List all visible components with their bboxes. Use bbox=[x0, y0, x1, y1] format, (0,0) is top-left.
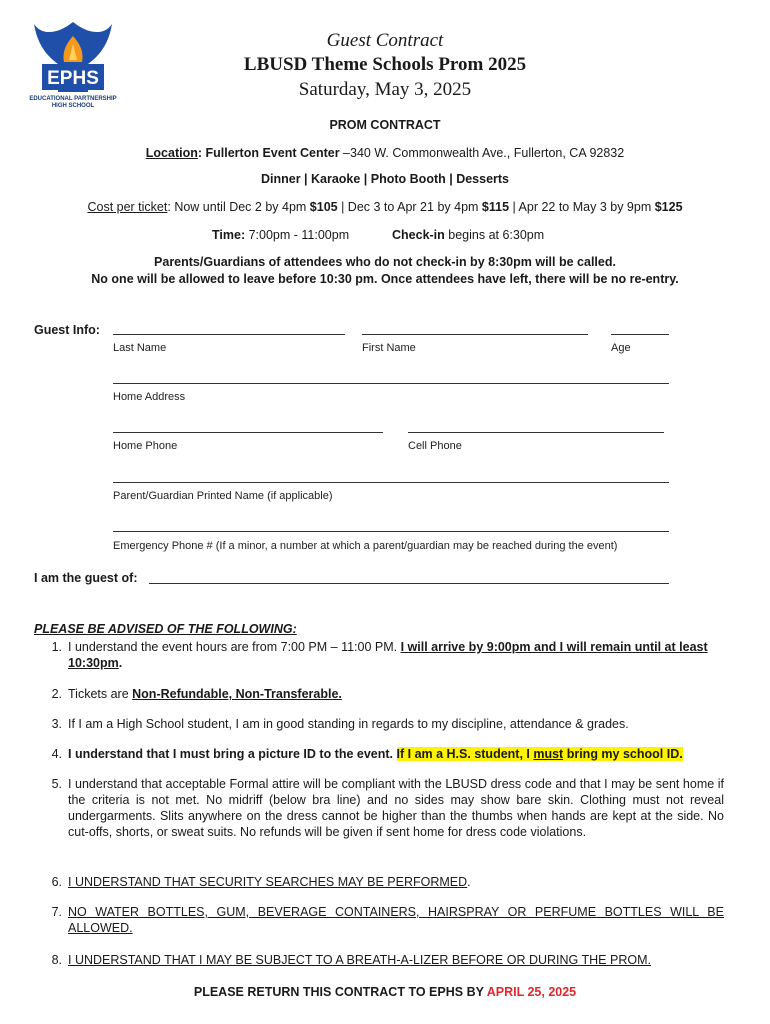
list-item-3 bbox=[44, 716, 726, 734]
checkin-info bbox=[392, 228, 544, 242]
list-item-5 bbox=[44, 776, 726, 860]
cost-price-3: $125 bbox=[654, 200, 683, 214]
checkin-value: begins at 6:30pm bbox=[444, 228, 545, 242]
location-venue: Fullerton Event Center bbox=[205, 146, 340, 160]
emergency-phone-field[interactable] bbox=[113, 531, 669, 532]
cost-label: Cost per ticket bbox=[87, 200, 168, 214]
return-notice-text: PLEASE RETURN THIS CONTRACT TO EPHS BY bbox=[193, 985, 487, 999]
item-text: I understand that I must bring a picture ID to the event. bbox=[68, 747, 397, 761]
guest-info-label: Guest Info: bbox=[34, 323, 100, 337]
item-number: 8. bbox=[51, 953, 62, 967]
item-emphasis: I will arrive by 9:00pm and I will remain until at least 10:30pm bbox=[68, 640, 708, 670]
guest-of-label: I am the guest of: bbox=[34, 571, 138, 585]
home-address-field[interactable] bbox=[113, 383, 669, 384]
item-text: I UNDERSTAND THAT SECURITY SEARCHES MAY BE PERFORMED bbox=[68, 875, 468, 889]
time-value: 7:00pm - 11:00pm bbox=[245, 228, 350, 242]
first-name-label: First Name bbox=[362, 342, 416, 354]
last-name-label: Last Name bbox=[113, 342, 167, 354]
item-text: If I am a High School student, I am in good standing in regards to my discipline, attendance & grades. bbox=[68, 717, 629, 731]
item-text: I understand the event hours are from 7:00 PM – 11:00 PM. bbox=[68, 640, 401, 654]
cell-phone-label: Cell Phone bbox=[408, 440, 462, 452]
location-label: Location bbox=[145, 146, 198, 160]
notice-line-1: Parents/Guardians of attendees who do not check-in by 8:30pm will be called. bbox=[154, 255, 616, 269]
list-item-2 bbox=[44, 686, 726, 704]
notice-line-2: No one will be allowed to leave before 10:30 pm. Once attendees have left, there will be no re-entry. bbox=[91, 272, 679, 286]
cell-phone-field[interactable] bbox=[408, 432, 664, 433]
item-number: 3. bbox=[51, 717, 62, 731]
item-text: NO WATER BOTTLES, GUM, BEVERAGE CONTAINERS, HAIRSPRAY OR PERFUME BOTTLES WILL BE ALLOWED. bbox=[68, 905, 724, 935]
item-number: 6. bbox=[51, 875, 62, 889]
list-item-6 bbox=[44, 874, 726, 892]
activities-line: Dinner | Karaoke | Photo Booth | Desserts bbox=[260, 172, 510, 186]
emergency-phone-label: Emergency Phone # (If a minor, a number at which a parent/guardian may be reached during the event) bbox=[113, 540, 618, 552]
guardian-name-label: Parent/Guardian Printed Name (if applicable) bbox=[113, 490, 333, 502]
list-item-7 bbox=[44, 904, 726, 938]
home-address-label: Home Address bbox=[113, 391, 186, 403]
document-subtitle: Guest Contract bbox=[326, 30, 444, 51]
return-notice bbox=[0, 985, 770, 999]
item-emphasis: Non-Refundable, Non-Transferable. bbox=[132, 687, 342, 701]
logo-caption-line1: EDUCATIONAL PARTNERSHIP bbox=[29, 96, 117, 102]
first-name-field[interactable] bbox=[362, 334, 588, 335]
age-label: Age bbox=[611, 342, 631, 354]
last-name-field[interactable] bbox=[113, 334, 345, 335]
cost-period-1: Now until Dec 2 by 4pm bbox=[170, 200, 310, 214]
list-item-8 bbox=[44, 952, 726, 970]
item-number: 5. bbox=[51, 777, 62, 791]
cost-line: Cost per ticket: Now until Dec 2 by 4pm $105 | Dec 3 to Apr 21 by 4pm $115 | Apr 22 to May 3 by 9pm $125 bbox=[87, 200, 683, 214]
list-item-1 bbox=[44, 639, 726, 673]
home-phone-label: Home Phone bbox=[113, 440, 178, 452]
item-period: . bbox=[118, 656, 123, 670]
time-label: Time: bbox=[212, 228, 246, 242]
cost-price-1: $105 bbox=[309, 200, 338, 214]
logo-caption-line2: HIGH SCHOOL bbox=[51, 103, 95, 109]
list-item-4 bbox=[44, 746, 726, 764]
item-highlight-end: bring my school ID. bbox=[563, 747, 683, 761]
document-title: LBUSD Theme Schools Prom 2025 bbox=[243, 54, 527, 75]
return-deadline: APRIL 25, 2025 bbox=[486, 985, 577, 999]
cost-price-2: $115 bbox=[481, 200, 510, 214]
item-text: I UNDERSTAND THAT I MAY BE SUBJECT TO A BREATH-A-LIZER BEFORE OR DURING THE PROM. bbox=[68, 953, 651, 967]
guardian-name-field[interactable] bbox=[113, 482, 669, 483]
cost-period-3: | Apr 22 to May 3 by 9pm bbox=[509, 200, 655, 214]
item-number: 1. bbox=[51, 640, 62, 654]
advised-heading: PLEASE BE ADVISED OF THE FOLLOWING: bbox=[34, 622, 297, 636]
event-date: Saturday, May 3, 2025 bbox=[298, 79, 472, 100]
item-highlight-must: must bbox=[533, 747, 564, 761]
logo-name: EPHS bbox=[47, 68, 99, 89]
item-highlight: If I am a H.S. student, I bbox=[396, 747, 534, 761]
checkin-label: Check-in bbox=[392, 228, 445, 242]
section-heading: PROM CONTRACT bbox=[329, 118, 441, 132]
item-text: Tickets are bbox=[68, 687, 133, 701]
time-info bbox=[212, 228, 349, 242]
age-field[interactable] bbox=[611, 334, 669, 335]
guest-of-field[interactable] bbox=[149, 583, 669, 584]
item-number: 2. bbox=[51, 687, 62, 701]
item-number: 7. bbox=[51, 905, 62, 919]
location-line: Location: Fullerton Event Center –340 W. Commonwealth Ave., Fullerton, CA 92832 bbox=[145, 146, 625, 160]
item-text: I understand that acceptable Formal attire will be compliant with the LBUSD dress code and that I may be sent home if the criteria is not met. No midriff (below bra line) and no sides may show bare skin. Clothing must not reveal undergarments. Slits anywhere on the dress cannot be higher than the thumbs when hands are kept at the side. No cut-offs, shorts, or sweat suits. No refunds will be given if sent home for dress code violations. bbox=[68, 777, 724, 839]
item-period: . bbox=[467, 875, 471, 889]
cost-period-2: | Dec 3 to Apr 21 by 4pm bbox=[337, 200, 482, 214]
item-number: 4. bbox=[51, 747, 62, 761]
location-address: –340 W. Commonwealth Ave., Fullerton, CA 92832 bbox=[339, 146, 625, 160]
home-phone-field[interactable] bbox=[113, 432, 383, 433]
